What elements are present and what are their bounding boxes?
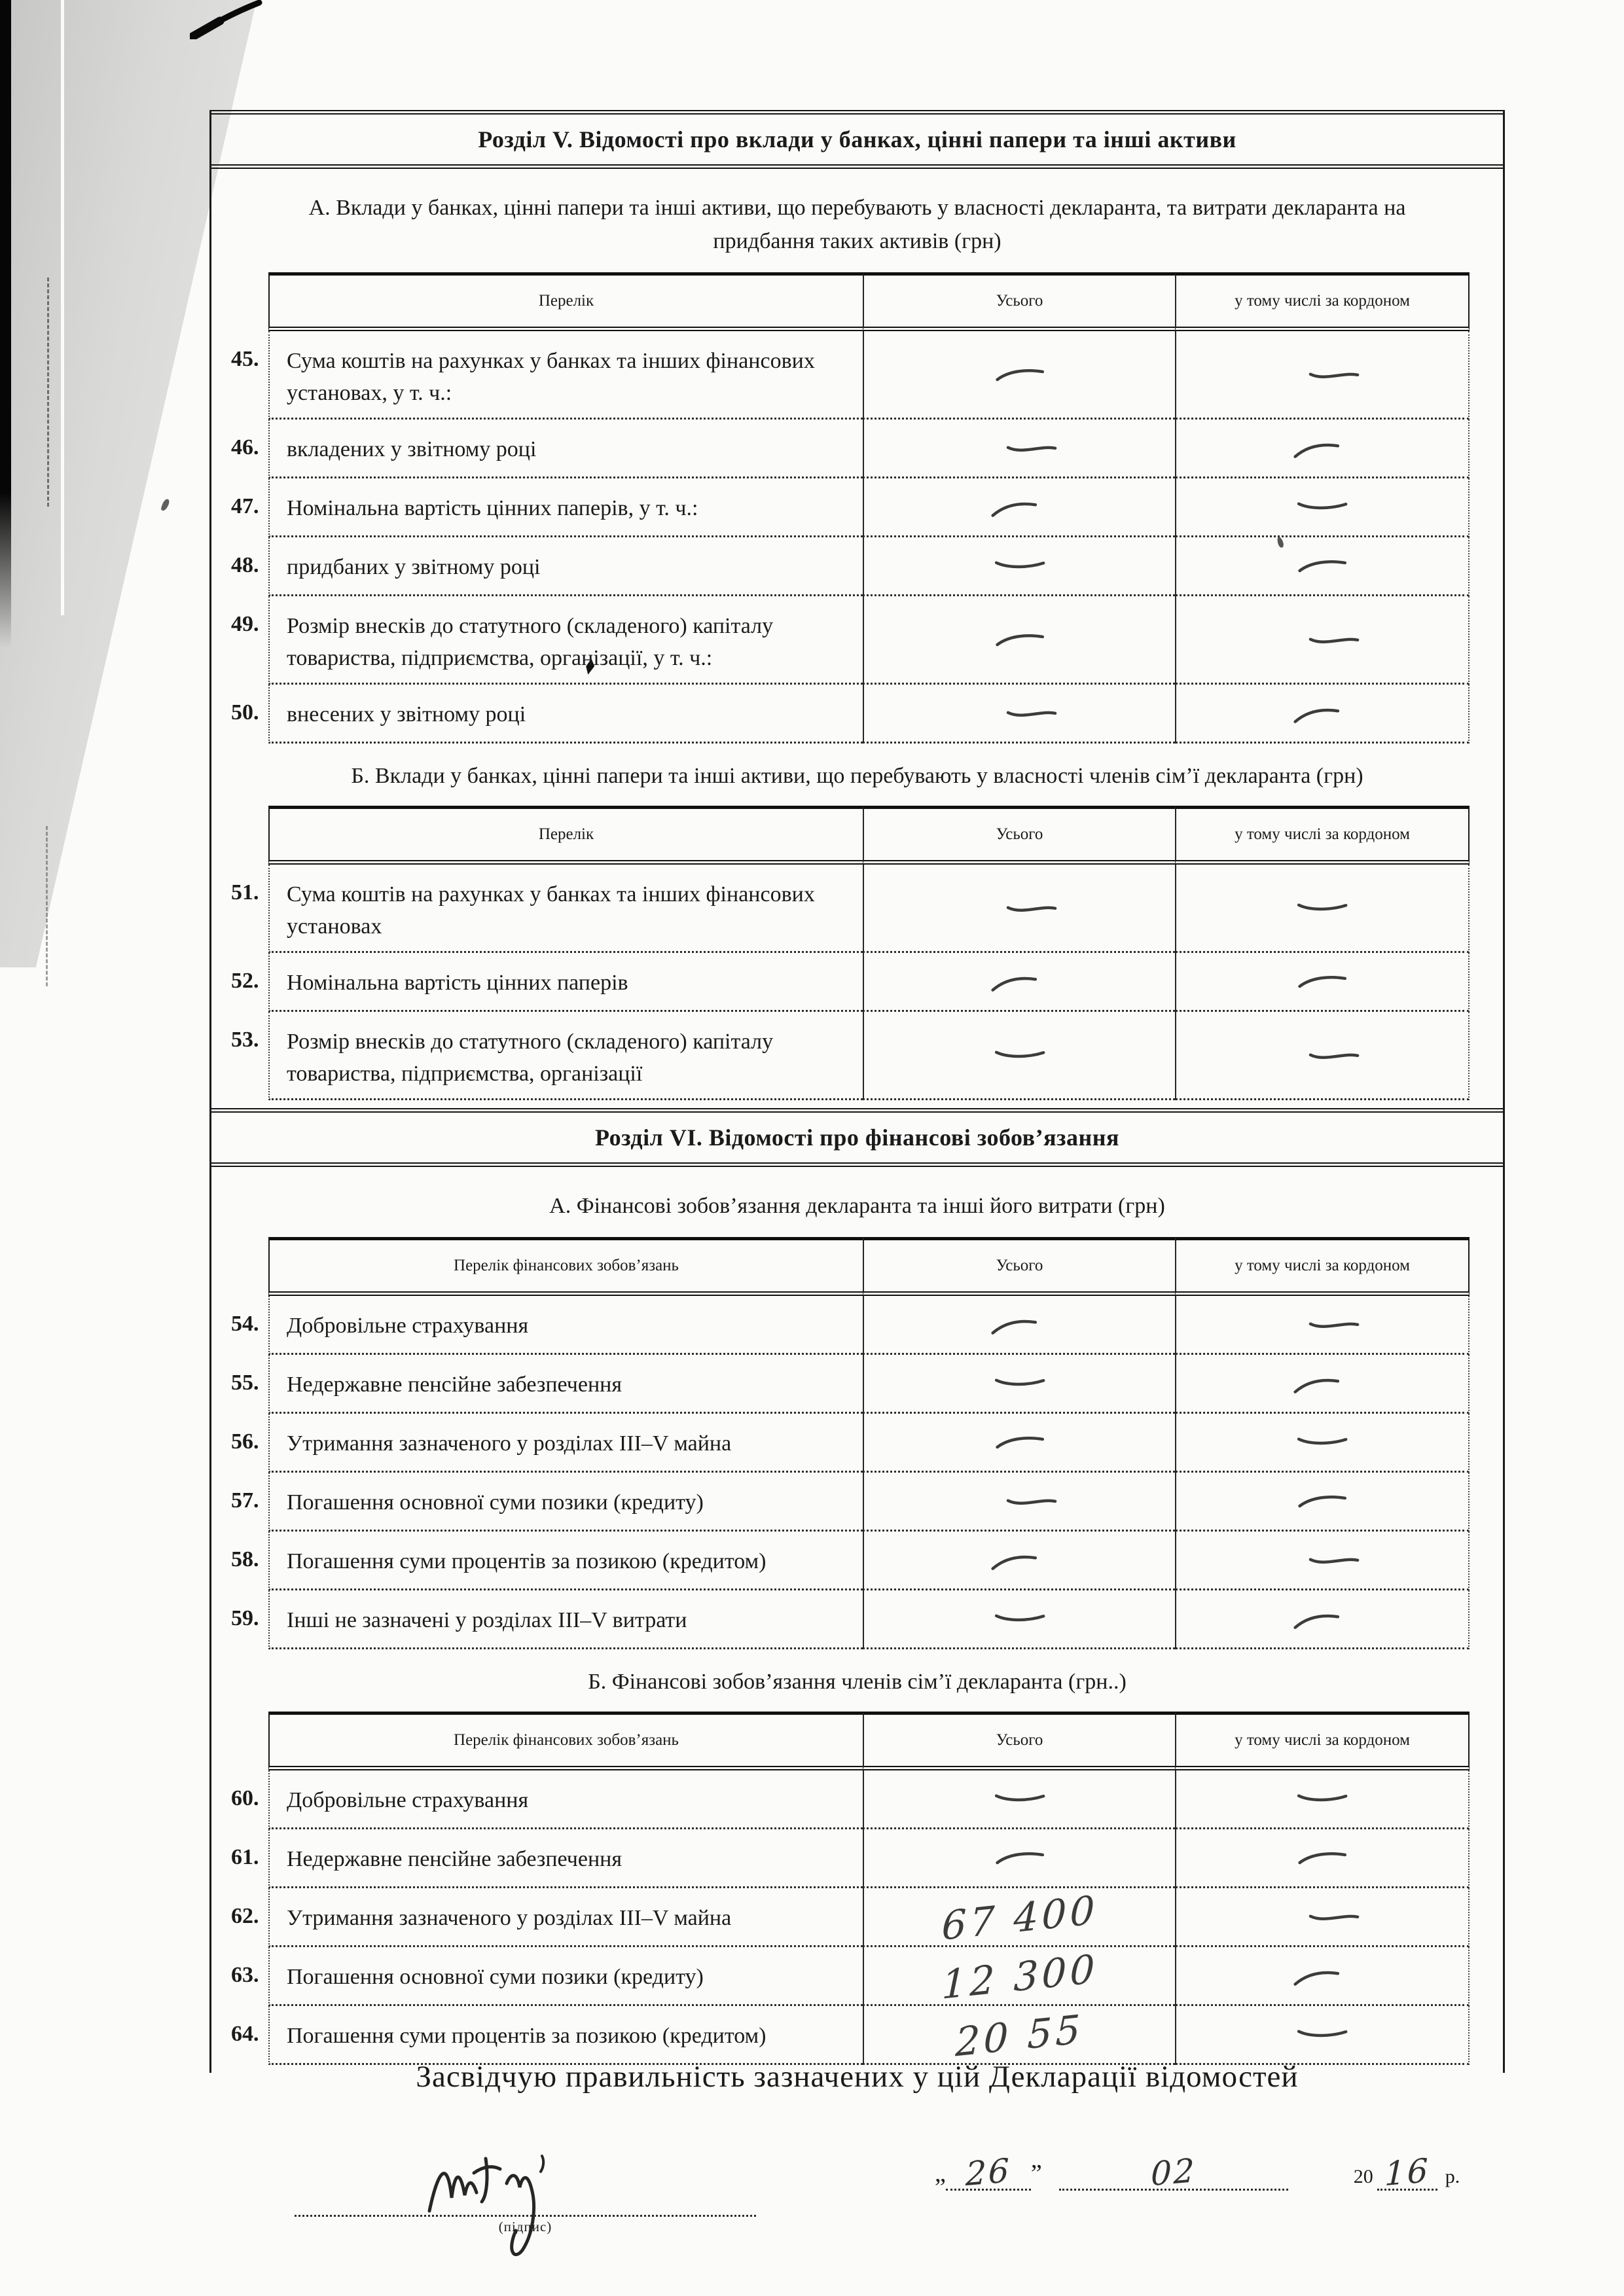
row-right-gap [1470,331,1503,420]
row-number: 55. [231,1370,259,1395]
column-header-total: Усього [863,1712,1175,1770]
handwritten-dash-mark [984,1547,1041,1574]
row-number: 56. [231,1429,259,1454]
row-label: Погашення основної суми позики (кредиту) [268,1947,863,2006]
handwritten-dash-mark [992,556,1047,576]
handwritten-dash-mark [1306,1314,1362,1336]
open-quote: „ [935,2159,946,2187]
row-right-gap [1470,1473,1503,1532]
handwritten-year: 16 [1384,2151,1430,2194]
table-row [211,2006,1503,2065]
handwritten-dash-mark [991,628,1047,651]
row-number: 50. [231,700,259,725]
value-total [863,953,1175,1012]
handwritten-dash-mark [1287,700,1344,727]
table-row [211,1946,1503,2009]
row-label: Погашення суми процентів за позикою (кредитом) [268,1532,863,1590]
value-abroad [1175,1590,1470,1649]
table-header-row [211,806,1503,865]
row-right-gap [1470,1355,1503,1414]
row-right-gap [1470,596,1503,685]
handwritten-dash-mark [1295,2024,1350,2045]
row-label: Добровільне страхування [268,1296,863,1355]
row-number: 58. [231,1547,259,1571]
table-row [211,537,1503,596]
handwritten-dash-mark [991,363,1047,386]
value-abroad [1175,953,1470,1012]
value-abroad [1175,537,1470,596]
row-number: 64. [231,2021,259,2046]
handwritten-dash-mark [1306,1045,1362,1067]
value-abroad [1175,1414,1470,1473]
table-liabilities-declarant [211,1237,1503,1649]
row-number: 54. [231,1311,259,1336]
handwritten-dash-mark [1287,436,1344,463]
table-row [211,478,1503,537]
handwritten-dash-mark [1295,1432,1350,1452]
header-right-gap [1470,272,1503,331]
section-vi-title: Розділ VI. Відомості про фінансові зобов’язання [211,1108,1503,1167]
column-header-abroad: у тому числі за кордоном [1175,1712,1470,1770]
table-row [211,1590,1503,1649]
column-header-list: Перелік [268,272,863,331]
handwritten-amount: 12 300 [941,1946,1098,2009]
row-number: 46. [231,435,259,459]
table-row [211,685,1503,744]
table-row [211,1296,1503,1355]
row-right-gap [1470,1770,1503,1829]
value-total [863,331,1175,420]
table-row [211,1473,1503,1532]
header-right-gap [1470,806,1503,865]
value-abroad [1175,1473,1470,1532]
table-liabilities-family [211,1712,1503,2065]
row-number: 63. [231,1962,259,1987]
row-label: Недержавне пенсійне забезпечення [268,1355,863,1414]
table-row [211,1355,1503,1414]
row-number: 59. [231,1605,259,1630]
handwritten-dash-mark [1295,1789,1350,1809]
section-vi-part-b-heading: Б. Фінансові зобов’язання членів сім’ї декларанта (грн..) [588,1669,1127,1694]
row-label: Сума коштів на рахунках у банках та інших фінансових установах [268,865,863,953]
section-v-title: Розділ V. Відомості про вклади у банках, цінні папери та інші активи [211,110,1503,169]
header-gutter [211,1237,268,1296]
row-right-gap [1470,953,1503,1012]
column-header-abroad: у тому числі за кордоном [1175,1237,1470,1296]
table-deposits-declarant [211,272,1503,744]
handwritten-dash-mark [1003,703,1060,725]
row-label: Добровільне страхування [268,1770,863,1829]
date-year-field [1377,2151,1437,2194]
row-label: внесених у звітному році [268,685,863,744]
value-total [863,1946,1175,2009]
header-right-gap [1470,1237,1503,1296]
handwritten-dash-mark [1287,1963,1344,1990]
date-month-field [1059,2151,1288,2194]
row-right-gap [1470,478,1503,537]
row-number: 62. [231,1903,259,1928]
date-day-field [946,2151,1031,2194]
table-header-row [211,272,1503,331]
value-total [863,1355,1175,1414]
value-total [863,537,1175,596]
handwritten-dash-mark [1003,1490,1060,1513]
row-right-gap [1470,1414,1503,1473]
row-number: 53. [231,1027,259,1052]
attestation-statement: Засвідчую правильність зазначених у цій Декларації відомостей [416,2060,1299,2094]
value-total [863,1532,1175,1590]
signature-caption: (підпис) [498,2219,552,2234]
row-right-gap [1470,1590,1503,1649]
handwritten-dash-mark [1295,897,1350,918]
header-right-gap [1470,1712,1503,1770]
row-label: вкладених у звітному році [268,420,863,478]
row-number: 49. [231,611,259,636]
row-label: Інші не зазначені у розділах III–V витрати [268,1590,863,1649]
header-gutter [211,272,268,331]
date-year-group [1353,2151,1460,2194]
row-right-gap [1470,537,1503,596]
pen-stroke-artifact [190,0,263,39]
value-total [863,1414,1175,1473]
value-abroad [1175,1012,1470,1100]
value-abroad [1175,685,1470,744]
header-gutter [211,806,268,865]
handwritten-month: 02 [1150,2151,1197,2194]
handwritten-dash-mark [1294,1846,1350,1869]
row-label: Номінальна вартість цінних паперів [268,953,863,1012]
section-v-part-a-heading: А. Вклади у банках, цінні папери та інші активи, що перебувають у власності декларанта, та витрати декларанта на придбання таких активів (грн) [308,196,1406,253]
value-total [863,596,1175,685]
row-number: 61. [231,1844,259,1869]
value-abroad [1175,1532,1470,1590]
year-prefix: 20 [1353,2165,1373,2187]
value-total [863,1887,1175,1950]
handwritten-dash-mark [1294,970,1350,993]
handwritten-dash-mark [1306,629,1362,651]
value-total [863,2006,1175,2065]
signature-line [295,2193,756,2217]
handwritten-dash-mark [1003,438,1060,460]
row-right-gap [1470,1947,1503,2006]
row-number: 57. [231,1488,259,1513]
handwritten-dash-mark [1003,897,1060,920]
table-header-row [211,1237,1503,1296]
table-row [211,953,1503,1012]
handwritten-amount: 67 400 [941,1887,1098,1950]
value-total [863,1012,1175,1100]
value-abroad [1175,331,1470,420]
table-row [211,420,1503,478]
handwritten-dash-mark [992,1789,1047,1809]
close-quote: ” [1030,2159,1042,2187]
value-total [863,478,1175,537]
row-right-gap [1470,865,1503,953]
row-label: Сума коштів на рахунках у банках та інших фінансових установах, у т. ч.: [268,331,863,420]
handwritten-dash-mark [984,969,1041,996]
header-gutter [211,1712,268,1770]
table-row [211,1770,1503,1829]
row-number: 52. [231,968,259,993]
handwritten-dash-mark [1294,554,1350,577]
table-row [211,1829,1503,1888]
row-right-gap [1470,1296,1503,1355]
table-row [211,1887,1503,1950]
value-abroad [1175,1770,1470,1829]
value-abroad [1175,478,1470,537]
row-number: 51. [231,880,259,905]
scan-dashed-line-artifact [46,826,48,986]
row-label: Погашення суми процентів за позикою (кредитом) [268,2006,863,2065]
column-header-list: Перелік фінансових зобов’язань [268,1237,863,1296]
column-header-abroad: у тому числі за кордоном [1175,272,1470,331]
value-total [863,1590,1175,1649]
value-abroad [1175,1355,1470,1414]
value-total [863,420,1175,478]
value-total [863,865,1175,953]
handwritten-dash-mark [1295,497,1350,517]
row-label: Утримання зазначеного у розділах III–V майна [268,1414,863,1473]
handwritten-amount: 20 55 [955,2006,1084,2066]
value-total [863,1829,1175,1888]
row-right-gap [1470,420,1503,478]
table-row [211,1012,1503,1100]
value-abroad [1175,1888,1470,1947]
table-row [211,596,1503,685]
year-suffix: р. [1445,2165,1460,2187]
value-total [863,1296,1175,1355]
row-label: Номінальна вартість цінних паперів, у т. ч.: [268,478,863,537]
scan-edge-strip [0,0,11,648]
table-header-row [211,1712,1503,1770]
declaration-form-frame [209,110,1505,2073]
section-vi-part-a-heading: А. Фінансові зобов’язання декларанта та інші його витрати (грн) [549,1193,1165,1218]
table-deposits-family [211,806,1503,1100]
value-abroad [1175,1296,1470,1355]
value-abroad [1175,2006,1470,2065]
column-header-list: Перелік [268,806,863,865]
handwritten-dash-mark [1306,364,1362,386]
row-number: 60. [231,1785,259,1810]
row-number: 47. [231,493,259,518]
row-label: Утримання зазначеного у розділах III–V майна [268,1888,863,1947]
value-abroad [1175,1947,1470,2006]
handwritten-dash-mark [1306,1549,1362,1571]
row-label: придбаних у звітному році [268,537,863,596]
column-header-total: Усього [863,272,1175,331]
value-total [863,1770,1175,1829]
row-right-gap [1470,1012,1503,1100]
row-right-gap [1470,2006,1503,2065]
date-fields [935,2151,1460,2194]
handwritten-dash-mark [984,495,1041,522]
column-header-total: Усього [863,806,1175,865]
row-number: 45. [231,347,259,371]
scan-dashed-line-artifact [47,278,49,507]
handwritten-dash-mark [991,1846,1047,1869]
value-abroad [1175,1829,1470,1888]
row-right-gap [1470,1829,1503,1888]
ink-speck [160,498,170,512]
value-abroad [1175,865,1470,953]
column-header-abroad: у тому числі за кордоном [1175,806,1470,865]
row-right-gap [1470,685,1503,744]
handwritten-day: 26 [965,2151,1012,2194]
table-row [211,331,1503,420]
handwritten-dash-mark [992,1373,1047,1393]
handwritten-dash-mark [1287,1606,1344,1633]
row-label: Розмір внесків до статутного (складеного) капіталу товариства, підприємства, організації [268,1012,863,1100]
table-row [211,1532,1503,1590]
column-header-total: Усього [863,1237,1175,1296]
handwritten-dash-mark [992,1609,1047,1629]
row-label: Погашення основної суми позики (кредиту) [268,1473,863,1532]
value-abroad [1175,420,1470,478]
row-right-gap [1470,1888,1503,1947]
table-row [211,865,1503,953]
column-header-list: Перелік фінансових зобов’язань [268,1712,863,1770]
row-label: Недержавне пенсійне забезпечення [268,1829,863,1888]
table-row [211,1414,1503,1473]
handwritten-dash-mark [1294,1490,1350,1513]
handwritten-dash-mark [991,1431,1047,1454]
value-total [863,1473,1175,1532]
handwritten-dash-mark [1306,1906,1362,1928]
handwritten-dash-mark [992,1045,1047,1065]
handwritten-dash-mark [984,1312,1041,1338]
row-right-gap [1470,1532,1503,1590]
row-label: Розмір внесків до статутного (складеного) капіталу товариства, підприємства, організації, у т. ч.: [268,596,863,685]
value-total [863,685,1175,744]
scan-paper-edge-highlight [61,0,64,615]
value-abroad [1175,596,1470,685]
section-v-part-b-heading: Б. Вклади у банках, цінні папери та інші активи, що перебувають у власності членів сім’ї декларанта (грн) [351,763,1363,788]
handwritten-dash-mark [1287,1371,1344,1397]
row-number: 48. [231,552,259,577]
